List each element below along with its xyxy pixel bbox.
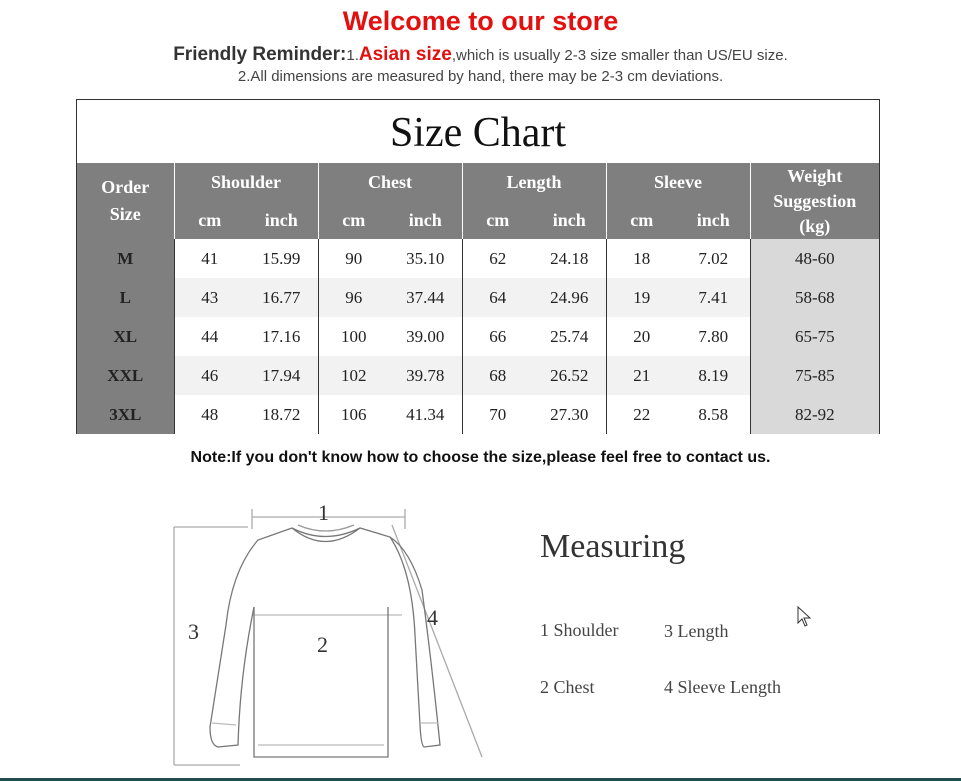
unit-inch: inch bbox=[533, 201, 606, 239]
table-cell: 41.34 bbox=[389, 395, 462, 434]
table-cell: 106 bbox=[318, 395, 389, 434]
unit-cm: cm bbox=[174, 201, 245, 239]
welcome-heading: Welcome to our store bbox=[342, 6, 619, 36]
size-chart-title: Size Chart bbox=[77, 100, 879, 164]
table-cell: 8.19 bbox=[677, 356, 750, 395]
reminder-line-1 bbox=[0, 44, 961, 66]
table-cell: 44 bbox=[174, 317, 245, 356]
table-cell: 24.18 bbox=[533, 239, 606, 278]
table-cell: 96 bbox=[318, 278, 389, 317]
diagram-label-1: 1 bbox=[318, 500, 329, 525]
shoulder-header: Shoulder bbox=[174, 163, 318, 201]
unit-inch: inch bbox=[245, 201, 318, 239]
size-label: XXL bbox=[77, 356, 174, 395]
weight-cell: 48-60 bbox=[750, 239, 879, 278]
table-cell: 18.72 bbox=[245, 395, 318, 434]
measuring-title: Measuring bbox=[540, 528, 686, 565]
table-cell: 17.16 bbox=[245, 317, 318, 356]
table-cell: 90 bbox=[318, 239, 389, 278]
table-cell: 68 bbox=[462, 356, 533, 395]
size-label: 3XL bbox=[77, 395, 174, 434]
table-cell: 7.41 bbox=[677, 278, 750, 317]
table-cell: 41 bbox=[174, 239, 245, 278]
unit-inch: inch bbox=[389, 201, 462, 239]
table-cell: 22 bbox=[606, 395, 677, 434]
table-row bbox=[77, 395, 879, 434]
table-cell: 20 bbox=[606, 317, 677, 356]
table-row bbox=[77, 278, 879, 317]
table-cell: 26.52 bbox=[533, 356, 606, 395]
size-table bbox=[77, 163, 879, 434]
measure-item-shoulder: 1 Shoulder bbox=[540, 620, 619, 640]
table-cell: 18 bbox=[606, 239, 677, 278]
diagram-label-4: 4 bbox=[427, 605, 438, 630]
table-cell: 64 bbox=[462, 278, 533, 317]
chest-header: Chest bbox=[318, 163, 462, 201]
table-row bbox=[77, 317, 879, 356]
unit-inch: inch bbox=[677, 201, 750, 239]
weight-cell: 82-92 bbox=[750, 395, 879, 434]
unit-cm: cm bbox=[318, 201, 389, 239]
table-cell: 16.77 bbox=[245, 278, 318, 317]
table-cell: 39.00 bbox=[389, 317, 462, 356]
measure-item-sleeve-length: 4 Sleeve Length bbox=[664, 677, 781, 697]
mouse-cursor-icon bbox=[797, 606, 813, 628]
table-cell: 70 bbox=[462, 395, 533, 434]
size-chart bbox=[76, 99, 880, 434]
table-cell: 7.02 bbox=[677, 239, 750, 278]
table-cell: 24.96 bbox=[533, 278, 606, 317]
sleeve-header: Sleeve bbox=[606, 163, 750, 201]
weight-cell: 58-68 bbox=[750, 278, 879, 317]
table-cell: 62 bbox=[462, 239, 533, 278]
table-cell: 102 bbox=[318, 356, 389, 395]
table-cell: 43 bbox=[174, 278, 245, 317]
contact-note: Note:If you don't know how to choose the size,please feel free to contact us. bbox=[190, 449, 771, 466]
weight-suggestion-header: Weight Suggestion (kg) bbox=[750, 163, 879, 239]
bottom-divider bbox=[0, 778, 961, 781]
shirt-measurement-diagram bbox=[170, 495, 500, 780]
diagram-label-3: 3 bbox=[188, 619, 199, 644]
table-cell: 21 bbox=[606, 356, 677, 395]
table-cell: 7.80 bbox=[677, 317, 750, 356]
unit-cm: cm bbox=[462, 201, 533, 239]
unit-cm: cm bbox=[606, 201, 677, 239]
diagram-label-2: 2 bbox=[317, 632, 328, 657]
table-cell: 37.44 bbox=[389, 278, 462, 317]
table-cell: 39.78 bbox=[389, 356, 462, 395]
table-cell: 100 bbox=[318, 317, 389, 356]
measure-item-chest: 2 Chest bbox=[540, 677, 595, 697]
order-size-header: Order Size bbox=[77, 163, 174, 239]
reminder-lead: Friendly Reminder: bbox=[173, 44, 347, 65]
table-cell: 66 bbox=[462, 317, 533, 356]
table-row bbox=[77, 239, 879, 278]
asian-size-highlight: Asian size bbox=[358, 44, 452, 65]
reminder-num1: 1. bbox=[346, 47, 359, 64]
table-cell: 48 bbox=[174, 395, 245, 434]
table-cell: 19 bbox=[606, 278, 677, 317]
table-cell: 35.10 bbox=[389, 239, 462, 278]
size-label: M bbox=[77, 239, 174, 278]
table-cell: 27.30 bbox=[533, 395, 606, 434]
weight-cell: 75-85 bbox=[750, 356, 879, 395]
size-label: L bbox=[77, 278, 174, 317]
table-cell: 46 bbox=[174, 356, 245, 395]
table-row bbox=[77, 356, 879, 395]
table-cell: 17.94 bbox=[245, 356, 318, 395]
measure-item-length: 3 Length bbox=[664, 621, 729, 641]
table-cell: 25.74 bbox=[533, 317, 606, 356]
size-label: XL bbox=[77, 317, 174, 356]
length-header: Length bbox=[462, 163, 606, 201]
table-cell: 8.58 bbox=[677, 395, 750, 434]
weight-cell: 65-75 bbox=[750, 317, 879, 356]
reminder-rest: ,which is usually 2-3 size smaller than US/EU size. bbox=[451, 47, 788, 64]
table-cell: 15.99 bbox=[245, 239, 318, 278]
reminder-line-2: 2.All dimensions are measured by hand, there may be 2-3 cm deviations. bbox=[237, 68, 724, 85]
